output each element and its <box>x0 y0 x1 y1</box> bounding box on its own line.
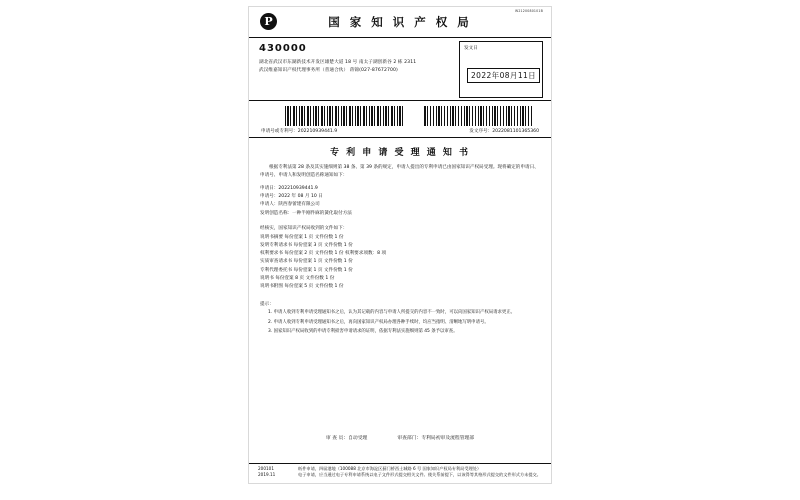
list-item: 实质审查请求书 每份壹案 1 页 文件份数 1 份 <box>260 259 353 265</box>
recipient-address-block <box>259 43 449 75</box>
header-corner-code: W2120080101B <box>514 9 543 13</box>
field-item: 申请号：2022 年 08 月 10 日 <box>260 194 323 200</box>
application-fields <box>260 185 540 218</box>
issue-date-value: 2022年08月11日 <box>467 68 540 83</box>
barcode-section <box>249 101 551 138</box>
page-title: 专 利 申 请 受 理 通 知 书 <box>329 148 471 158</box>
list-item: 权利要求书 每份壹案 2 页 文件份数 1 份 权利要求项数：8 项 <box>260 251 387 257</box>
signature-row <box>249 434 551 441</box>
list-item: 说明书摘要 每份壹案 1 页 文件份数 1 份 <box>260 234 344 240</box>
barcode-numbers <box>249 128 551 134</box>
dispatch-barcode <box>424 106 534 126</box>
department-field: 审查部门：专利局初审及流程管理部 <box>397 436 475 441</box>
notes-list <box>260 309 540 336</box>
emblem-glyph: P <box>264 15 273 28</box>
application-number: 申请号或专利号：202210939441.9 <box>261 129 338 134</box>
form-code-2: 2019.11 <box>258 472 276 478</box>
list-item: 专利代理委托书 每份壹案 1 页 文件份数 1 份 <box>260 267 353 273</box>
document-header <box>249 7 551 38</box>
list-item: 说明书 每份壹案 8 页 文件份数 1 份 <box>260 275 335 281</box>
documents-received-title: 经核实，国家知识产权局收到的文件如下： <box>260 225 348 231</box>
document-footer <box>249 463 551 479</box>
note-item: 2. 申请人收到专利申请受理通知书之后，再向国家知识产权局办理各种手续时，均应当指明、清晰地写明申请号。 <box>268 319 489 325</box>
issuing-authority-title: 国 家 知 识 产 权 局 <box>328 15 472 29</box>
notes-title: 提示： <box>260 302 274 308</box>
field-item: 发明创造名称：一种半刚件麻的簧化取付方法 <box>260 210 352 216</box>
list-item: 发明专利请求书 每份壹案 3 页 文件份数 1 份 <box>260 243 353 249</box>
note-item: 1. 申请人收到专利申请受理通知书之后，认为其记载的内容与申请人所提交的内容不一致时，可以向国家知识产权局请求更正。 <box>268 310 516 316</box>
application-barcode <box>285 106 405 126</box>
issue-date-box <box>459 41 543 98</box>
dispatch-number: 发文序号：2022081101365360 <box>469 129 539 134</box>
document-body <box>249 164 551 336</box>
intro-paragraph: 根据专利法第 28 条及其实施细则第 38 条、第 39 条的规定，申请人提出的专利申请已由国家知识产权局受理。现将确定的申请日、申请号、申请人和发明创造名称通知如下： <box>260 165 539 178</box>
examiner-field: 审 查 员：自动受理 <box>325 436 368 441</box>
document-page <box>248 6 552 484</box>
address-line-2: 武汉维嘉知识产权代理事务所（普通合伙） 蒋锦(027-87672700) <box>259 68 398 73</box>
documents-received-list <box>260 234 540 291</box>
footer-row <box>258 466 542 479</box>
field-item: 申请日：202210939441.9 <box>260 186 318 191</box>
address-line-1: 湖北省武汉市东湖新技术开发区雄楚大道 18 号 南太子湖创新谷 2 栋 2311 <box>259 60 417 65</box>
footer-form-codes <box>258 466 298 479</box>
field-item: 申请人：陕西春蕾建有限公司 <box>260 202 320 208</box>
footer-text <box>298 466 542 479</box>
list-item: 说明书附图 每份壹案 5 页 文件份数 1 份 <box>260 284 344 290</box>
issue-date-label: 发文日 <box>464 46 478 51</box>
recipient-section <box>249 38 551 101</box>
postal-code: 430000 <box>259 43 307 54</box>
form-code-1: 200101 <box>258 465 274 471</box>
footer-line-2: 电子申请，应当通过电子专利申请系统以电子文件形式提交相关文件。使关系前提下，以该得等其格形式提交的文件形式方未提交。 <box>298 472 541 478</box>
note-item: 3. 国家知识产权局收到的申请专利损害申请请求的证明，依据专利法实施细则第 45 条予以审查。 <box>268 329 458 335</box>
footer-line-1: 纸件申请，四届港地（100088 北京市海淀区蓟门桥西土城路 6 号 国家知识产权局专利局受理处） <box>298 465 482 471</box>
